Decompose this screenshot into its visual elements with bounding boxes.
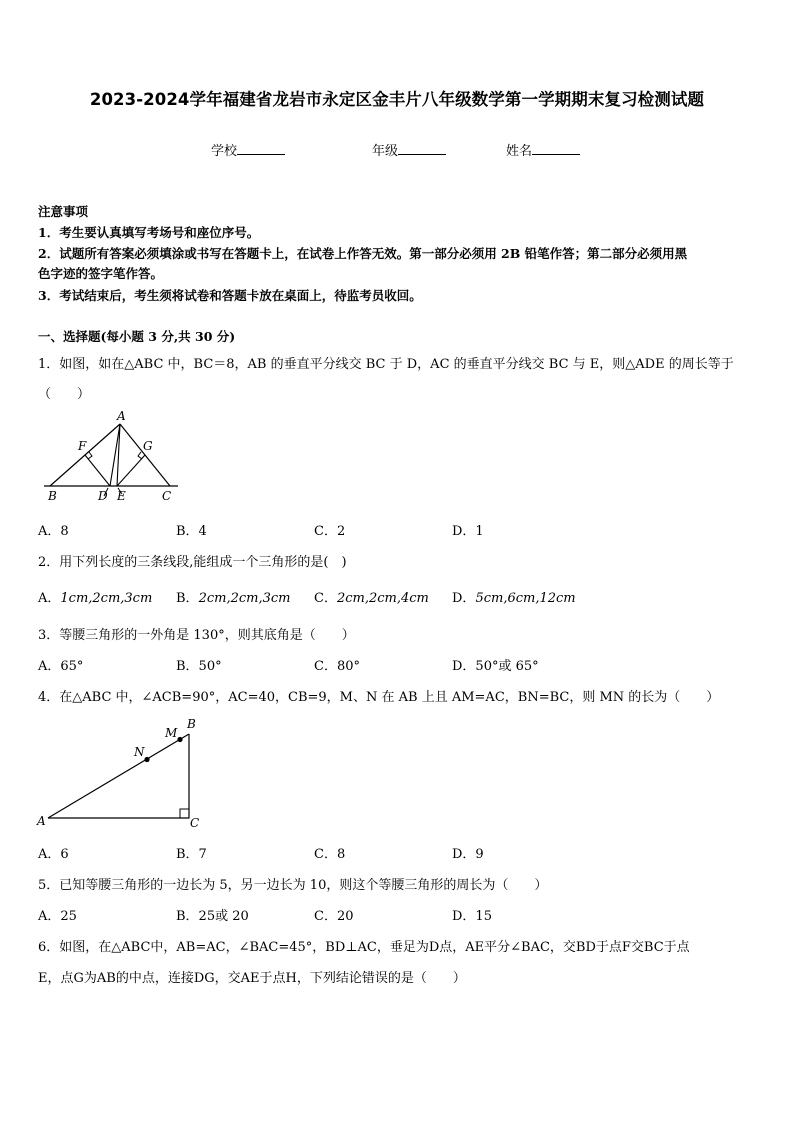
point-n [144,757,149,762]
q2-option-b-value: 2cm,2cm,3cm [198,591,291,606]
q2-option-c-letter: C． [314,591,337,606]
label-a: A [117,409,126,423]
label-c: C [162,489,172,503]
label-b: B [48,489,57,503]
label-c: C [190,816,200,830]
q2-option-c-value: 2cm,2cm,4cm [336,591,429,606]
q4-option-a[interactable]: A．6 [38,847,69,862]
q5-option-d[interactable]: D．15 [452,909,492,924]
q4-stem: 4．在△ABC 中，∠ACB=90°，AC=40，CB=9，M、N 在 AB 上且 AM=AC，BN=BC，则 MN 的长为（ ） [38,690,720,705]
q3-option-a[interactable]: A．65° [38,659,84,674]
label-a: A [37,814,46,828]
school-label: 学校 [211,144,238,159]
note-item-2-line-2: 色字迹的签字笔作答。 [38,266,164,281]
q4-option-c[interactable]: C．8 [314,847,346,862]
grade-field [372,140,446,159]
notes-heading: 注意事项 [38,204,89,219]
q2-stem: 2．用下列长度的三条线段,能组成一个三角形的是( ) [38,555,347,570]
note-item-1: 1．考生要认真填写考场号和座位序号。 [38,225,260,240]
label-g: G [143,439,153,453]
q3-option-b[interactable]: B．50° [176,659,222,674]
q1-option-b[interactable]: B．4 [176,524,207,539]
q2-option-d[interactable] [452,587,576,606]
section-heading: 一、选择题(每小题 3 分,共 30 分) [38,329,236,344]
q1-stem-line-1: 1．如图，如在△ABC 中，BC＝8，AB 的垂直平分线交 BC 于 D，AC 的垂直平分线交 BC 与 E，则△ADE 的周长等于 [38,357,734,372]
q2-option-a-letter: A． [38,591,61,606]
q3-stem: 3．等腰三角形的一外角是 130°，则其底角是（ ） [38,628,355,643]
segment-ge [117,455,145,486]
grade-label: 年级 [372,144,399,159]
label-n: N [134,745,145,759]
q5-option-a[interactable]: A．25 [38,909,77,924]
right-angle-mark-c [180,809,189,818]
q1-option-c[interactable]: C．2 [314,524,346,539]
q2-option-b-letter: B． [176,591,199,606]
q1-figure [40,408,190,504]
q2-option-a[interactable] [38,587,152,606]
school-field [211,140,285,159]
q1-option-d[interactable]: D．1 [452,524,484,539]
note-item-2-line-1: 2．试题所有答案必须填涂或书写在答题卡上，在试卷上作答无效。第一部分必须用 2B 铅笔作答；第二部分必须用黑 [38,246,688,261]
label-f: F [78,439,87,453]
segment-ab [48,734,189,818]
q2-option-a-value: 1cm,2cm,3cm [60,591,153,606]
label-b: B [187,717,196,731]
segment-fd [85,455,110,486]
label-m: M [165,726,178,740]
q3-option-d[interactable]: D．50°或 65° [452,659,539,674]
q4-option-b[interactable]: B．7 [176,847,207,862]
q2-option-d-value: 5cm,6cm,12cm [475,591,576,606]
q4-option-d[interactable]: D．9 [452,847,484,862]
q2-option-d-letter: D． [452,591,476,606]
q4-figure [34,714,210,830]
q1-stem-line-2: （ ） [38,387,91,402]
label-d: D [98,489,108,503]
note-item-3: 3．考试结束后，考生须将试卷和答题卡放在桌面上，待监考员收回。 [38,288,422,303]
name-field [506,140,580,159]
q5-option-b[interactable]: B．25或 20 [176,909,249,924]
right-angle-mark-f [88,452,92,459]
q1-option-a[interactable]: A．8 [38,524,69,539]
q6-stem-line-1: 6．如图，在△ABC中，AB=AC，∠BAC=45°，BD⊥AC，垂足为D点，AE平分∠BAC，交BD于点F交BC于点 [38,940,690,955]
q5-stem: 5．已知等腰三角形的一边长为 5，另一边长为 10，则这个等腰三角形的周长为（ ） [38,878,548,893]
q5-option-c[interactable]: C．20 [314,909,354,924]
right-angle-mark-g [138,452,142,459]
grade-blank [398,142,446,155]
q3-option-c[interactable]: C．80° [314,659,360,674]
school-blank [237,142,285,155]
name-blank [532,142,580,155]
exam-title: 2023-2024学年福建省龙岩市永定区金丰片八年级数学第一学期期末复习检测试题 [89,90,705,109]
q2-option-c[interactable] [314,587,429,606]
name-label: 姓名 [506,144,533,159]
q6-stem-line-2: E，点G为AB的中点，连接DG，交AE于点H，下列结论错误的是（ ） [38,971,466,986]
label-e: E [117,489,126,503]
point-m [177,737,182,742]
q2-option-b[interactable] [176,587,290,606]
